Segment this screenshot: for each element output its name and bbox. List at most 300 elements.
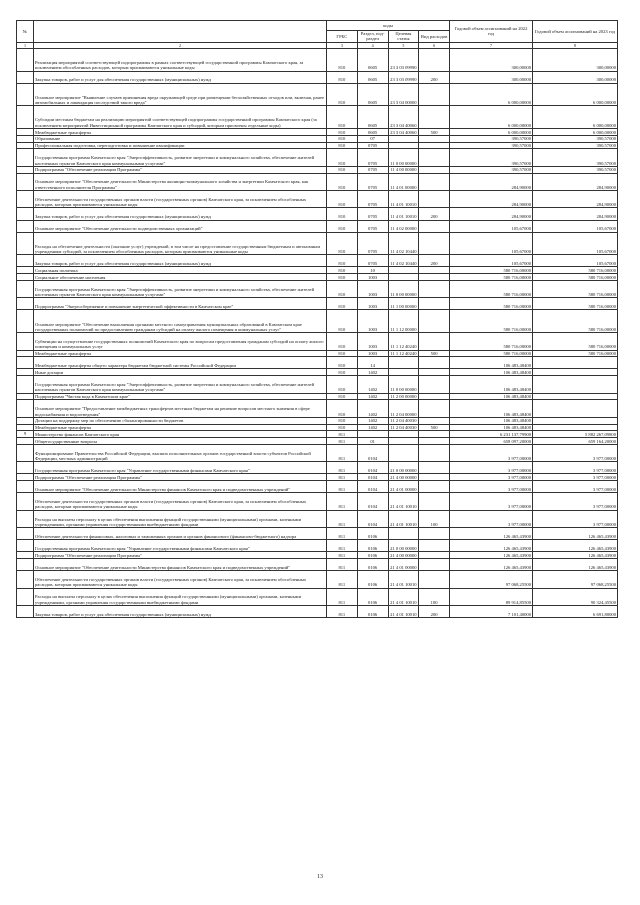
row-name: Подпрограмма "Энергосбережение и повышение энергетической эффективности в Камчатском крае" (34, 298, 327, 310)
row-name: Обеспечение деятельности финансовых, налоговых и таможенных органов и органов финансового (финансово-бюджетного) надзора (34, 528, 327, 540)
table-row (17, 588, 618, 605)
row-name: Расходы на выплаты персоналу в целях обеспечения выполнения функций государственными (муниципальными) органами, казенными учреждениями, органами управления государственными внебюджетными фондами (34, 510, 327, 527)
row-name: Межбюджетные трансферты общего характера бюджетам бюджетной системы Российской Федерации (34, 357, 327, 369)
row-grbs: 810 (327, 417, 358, 424)
row-number (17, 559, 34, 571)
row-number (17, 552, 34, 559)
table-row (17, 571, 618, 588)
row-grbs: 811 (327, 588, 358, 605)
row-name: Государственная программа Камчатского края "Энергоэффективность, развитие энергетики и коммунального хозяйства, обеспечение жителей населенных пунктов Камчатского края коммунальными услугами" (34, 280, 327, 297)
table-row (17, 274, 618, 281)
row-number (17, 540, 34, 552)
row-amount-2022: 106 483,48400 (450, 369, 533, 376)
row-amount-2022: 284,90000 (450, 173, 533, 190)
row-amount-2022: 106 483,48400 (450, 417, 533, 424)
table-row (17, 393, 618, 400)
row-expense-type (419, 166, 450, 173)
row-amount-2022: 105,67000 (450, 255, 533, 267)
row-grbs: 811 (327, 481, 358, 493)
row-amount-2022: 580 716,00000 (450, 350, 533, 357)
row-expense-type: 500 (419, 129, 450, 136)
row-expense-type (419, 106, 450, 129)
row-amount-2022: 3 977,00000 (450, 510, 533, 527)
row-amount-2023 (533, 424, 618, 431)
row-number (17, 393, 34, 400)
row-expense-type (419, 474, 450, 481)
row-name: Подпрограмма "Обеспечение реализации Программы" (34, 166, 327, 173)
row-name: Субвенции на осуществление государственных полномочий Камчатского края по вопросам предоставления гражданам субсидий на оплату жилого помещения и коммунальных услуг (34, 333, 327, 350)
row-number (17, 481, 34, 493)
table-row (17, 220, 618, 232)
row-section: 0106 (357, 559, 388, 571)
row-section: 0705 (357, 142, 388, 149)
row-number (17, 298, 34, 310)
row-grbs: 811 (327, 559, 358, 571)
row-name: Основное мероприятие "Обеспечение деятельности подведомственных организаций" (34, 220, 327, 232)
row-amount-2023: 105,67000 (533, 255, 618, 267)
row-target-item (388, 274, 419, 281)
row-amount-2023: 300,00000 (533, 71, 618, 83)
row-amount-2022: 284,90000 (450, 191, 533, 208)
row-number (17, 142, 34, 149)
row-number (17, 493, 34, 510)
header-name (34, 21, 327, 43)
row-target-item: 11 2 04 00000 (388, 400, 419, 417)
row-section: 0605 (357, 71, 388, 83)
header-2022: Годовой объем ассигнований на 2022 год (450, 21, 533, 43)
row-amount-2023 (533, 417, 618, 424)
budget-table (16, 20, 618, 618)
row-target-item: 21 4 00 00000 (388, 474, 419, 481)
row-amount-2023: 284,90000 (533, 208, 618, 220)
row-section: 1402 (357, 400, 388, 417)
row-target-item: 11 1 00 00000 (388, 298, 419, 310)
row-expense-type (419, 540, 450, 552)
row-number (17, 606, 34, 618)
row-amount-2022: 3 977,00000 (450, 462, 533, 474)
row-expense-type (419, 571, 450, 588)
row-name: Обеспечение деятельности государственных органов власти (государственных органов) Камчатского края, за исключением обособленных расходов, которым присваиваются уникальные коды (34, 191, 327, 208)
row-grbs: 811 (327, 510, 358, 527)
row-number (17, 135, 34, 142)
table-row (17, 438, 618, 445)
row-amount-2022: 106 483,48400 (450, 357, 533, 369)
row-target-item: 23 3 04 00000 (388, 83, 419, 106)
row-target-item: 11 1 12 00000 (388, 310, 419, 333)
header-vr: Вид расходов (419, 31, 450, 43)
row-number (17, 48, 34, 71)
row-grbs: 810 (327, 369, 358, 376)
row-section: 0705 (357, 173, 388, 190)
row-amount-2023: 580 716,00000 (533, 333, 618, 350)
row-expense-type (419, 280, 450, 297)
row-target-item: 21 4 01 10010 (388, 588, 419, 605)
row-amount-2023: 3 977,00000 (533, 493, 618, 510)
row-name: Функционирование Правительства Российской Федерации, высших исполнительных органов государственной власти субъектов Российской Федерации, местных администраций (34, 444, 327, 461)
row-target-item: 11 4 02 10440 (388, 255, 419, 267)
row-target-item: 21 0 00 00000 (388, 540, 419, 552)
table-row (17, 528, 618, 540)
row-number (17, 191, 34, 208)
row-number (17, 510, 34, 527)
row-expense-type: 100 (419, 588, 450, 605)
row-number (17, 528, 34, 540)
row-amount-2022: 658 097,20000 (450, 438, 533, 445)
row-number (17, 588, 34, 605)
row-amount-2023: 126 465,43900 (533, 559, 618, 571)
row-expense-type (419, 559, 450, 571)
row-grbs: 811 (327, 606, 358, 618)
row-target-item: 23 3 03 09990 (388, 48, 419, 71)
row-expense-type (419, 149, 450, 166)
row-name: Основное мероприятие "Обеспечение деятельности Министерства финансов Камчатского края и подведомственных учреждений" (34, 559, 327, 571)
row-section: 0106 (357, 571, 388, 588)
row-number (17, 208, 34, 220)
row-section: 0104 (357, 510, 388, 527)
row-amount-2023: 580 716,00000 (533, 350, 618, 357)
table-row (17, 135, 618, 142)
row-section: 0705 (357, 220, 388, 232)
row-amount-2023: 126 465,43900 (533, 528, 618, 540)
row-expense-type: 200 (419, 208, 450, 220)
row-number (17, 280, 34, 297)
row-expense-type (419, 267, 450, 274)
table-row (17, 280, 618, 297)
row-amount-2023 (533, 357, 618, 369)
row-section: 0605 (357, 83, 388, 106)
row-name: Расходы на выплаты персоналу в целях обеспечения выполнения функций государственными (муниципальными) органами, казенными учреждениями, органами управления государственными внебюджетными фондами (34, 588, 327, 605)
row-target-item: 21 4 01 00000 (388, 481, 419, 493)
row-target-item: 11 4 01 10010 (388, 208, 419, 220)
row-grbs: 810 (327, 48, 358, 71)
row-amount-2023: 390,57000 (533, 166, 618, 173)
row-section: 1003 (357, 274, 388, 281)
row-expense-type (419, 400, 450, 417)
row-expense-type (419, 135, 450, 142)
row-grbs: 810 (327, 142, 358, 149)
row-grbs: 811 (327, 540, 358, 552)
row-number (17, 173, 34, 190)
row-number (17, 369, 34, 376)
header-grbs: ГРБС (327, 31, 358, 43)
table-row (17, 166, 618, 173)
row-section: 0104 (357, 444, 388, 461)
row-name: Основное мероприятие "Обеспечение деятельности Министерства жилищно-коммунального хозяйства и энергетики Камчатского края, как ответственного исполнителя Программы" (34, 173, 327, 190)
row-grbs: 810 (327, 173, 358, 190)
row-amount-2023 (533, 393, 618, 400)
row-grbs: 810 (327, 310, 358, 333)
row-number (17, 438, 34, 445)
row-target-item: 21 4 01 00000 (388, 559, 419, 571)
row-grbs: 810 (327, 191, 358, 208)
row-number (17, 424, 34, 431)
row-target-item: 11 4 01 00000 (388, 173, 419, 190)
row-expense-type (419, 232, 450, 255)
row-number (17, 274, 34, 281)
row-target-item: 21 4 01 10010 (388, 493, 419, 510)
table-row (17, 369, 618, 376)
row-name: Межбюджетные трансферты (34, 350, 327, 357)
row-number (17, 255, 34, 267)
budget-table-sheet (16, 20, 618, 618)
table-row (17, 208, 618, 220)
row-name: Обеспечение деятельности государственных органов власти (государственных органов) Камчатского края, за исключением обособленных расходов, которым присваиваются уникальные коды (34, 493, 327, 510)
row-amount-2022: 390,57000 (450, 166, 533, 173)
table-row (17, 417, 618, 424)
row-amount-2022: 105,67000 (450, 220, 533, 232)
row-expense-type (419, 83, 450, 106)
header-2023: Годовой объем ассигнований на 2023 год (533, 21, 618, 43)
row-grbs: 810 (327, 424, 358, 431)
row-number (17, 400, 34, 417)
row-amount-2023: 5 882 267,09800 (533, 431, 618, 438)
row-name: Образование (34, 135, 327, 142)
row-amount-2023: 580 716,00000 (533, 298, 618, 310)
table-row (17, 149, 618, 166)
row-target-item: 21 0 00 00000 (388, 462, 419, 474)
row-number (17, 232, 34, 255)
row-name: Основное мероприятие "Обеспечение выполнения органами местного самоуправления муниципальных образований в Камчатском крае государственных полномочий по предоставлению гражданам субсидий на оплату жилого помещения и коммунальных услуг" (34, 310, 327, 333)
row-section: 0705 (357, 232, 388, 255)
row-section: 01 (357, 438, 388, 445)
row-grbs: 810 (327, 220, 358, 232)
row-section: 0106 (357, 528, 388, 540)
row-amount-2022: 300,00000 (450, 71, 533, 83)
row-amount-2023: 6 691,80000 (533, 606, 618, 618)
row-amount-2023: 6 000,00000 (533, 129, 618, 136)
row-expense-type (419, 142, 450, 149)
row-grbs: 811 (327, 493, 358, 510)
row-expense-type (419, 310, 450, 333)
row-expense-type: 500 (419, 424, 450, 431)
row-target-item: 11 2 04 40030 (388, 424, 419, 431)
row-target-item (388, 431, 419, 438)
row-section: 0106 (357, 540, 388, 552)
row-amount-2022: 3 977,00000 (450, 493, 533, 510)
table-row (17, 48, 618, 71)
row-amount-2022: 106 483,48400 (450, 393, 533, 400)
row-amount-2023: 126 465,43900 (533, 552, 618, 559)
row-amount-2023: 126 465,43900 (533, 540, 618, 552)
row-amount-2022: 580 716,00000 (450, 280, 533, 297)
row-section: 0106 (357, 588, 388, 605)
table-row (17, 173, 618, 190)
row-grbs: 810 (327, 232, 358, 255)
row-target-item (388, 267, 419, 274)
row-amount-2022: 89 914,85500 (450, 588, 533, 605)
row-section: 14 (357, 357, 388, 369)
row-name: Иные дотации (34, 369, 327, 376)
row-expense-type: 200 (419, 255, 450, 267)
row-grbs: 810 (327, 298, 358, 310)
row-section: 0104 (357, 493, 388, 510)
row-expense-type (419, 552, 450, 559)
row-grbs: 810 (327, 255, 358, 267)
row-section: 0104 (357, 474, 388, 481)
page-number: 13 (317, 874, 323, 880)
row-name: Дотации на поддержку мер по обеспечению сбалансированности бюджетов (34, 417, 327, 424)
table-row (17, 540, 618, 552)
row-target-item: 21 4 01 10010 (388, 606, 419, 618)
row-grbs: 811 (327, 444, 358, 461)
row-name: Государственная программа Камчатского края "Энергоэффективность, развитие энергетики и коммунального хозяйства, обеспечение жителей населенных пунктов Камчатского края коммунальными услугами" (34, 149, 327, 166)
row-grbs: 810 (327, 135, 358, 142)
row-grbs: 811 (327, 474, 358, 481)
row-target-item (388, 444, 419, 461)
row-section: 1003 (357, 280, 388, 297)
row-grbs: 810 (327, 357, 358, 369)
row-grbs: 810 (327, 393, 358, 400)
row-section: 1003 (357, 298, 388, 310)
column-number: 3 (327, 42, 358, 48)
table-row (17, 376, 618, 393)
row-amount-2022: 6 000,00000 (450, 129, 533, 136)
row-amount-2023: 6 000,00000 (533, 83, 618, 106)
row-amount-2022: 126 465,43900 (450, 528, 533, 540)
row-grbs: 810 (327, 376, 358, 393)
table-row (17, 350, 618, 357)
row-grbs: 810 (327, 280, 358, 297)
row-amount-2022: 126 465,43900 (450, 540, 533, 552)
row-target-item: 23 3 03 09990 (388, 71, 419, 83)
table-row (17, 267, 618, 274)
row-name: Социальная политика (34, 267, 327, 274)
table-row (17, 474, 618, 481)
row-name: Общегосударственные вопросы (34, 438, 327, 445)
row-section: 10 (357, 267, 388, 274)
row-target-item: 11 4 01 10010 (388, 191, 419, 208)
column-number: 4 (357, 42, 388, 48)
table-row (17, 462, 618, 474)
table-row (17, 424, 618, 431)
row-amount-2023: 580 716,00000 (533, 280, 618, 297)
row-target-item (388, 357, 419, 369)
row-expense-type (419, 274, 450, 281)
row-amount-2023: 3 977,00000 (533, 510, 618, 527)
row-amount-2022: 97 068,25500 (450, 571, 533, 588)
row-expense-type (419, 493, 450, 510)
row-target-item: 11 4 00 00000 (388, 166, 419, 173)
row-grbs: 810 (327, 149, 358, 166)
row-section: 1402 (357, 393, 388, 400)
column-number: 5 (388, 42, 419, 48)
row-name: Подпрограмма "Обеспечение реализации Программы" (34, 474, 327, 481)
row-section: 0705 (357, 208, 388, 220)
row-amount-2023 (533, 376, 618, 393)
row-section (357, 431, 388, 438)
row-target-item (388, 438, 419, 445)
row-name: Государственная программа Камчатского края "Управление государственными финансами Камчатского края" (34, 462, 327, 474)
row-target-item (388, 528, 419, 540)
row-expense-type (419, 438, 450, 445)
row-name: Основное мероприятие "Обеспечение деятельности Министерства финансов Камчатского края и подведомственных учреждений" (34, 481, 327, 493)
column-number: 2 (34, 42, 327, 48)
row-section: 1003 (357, 333, 388, 350)
table-row (17, 510, 618, 527)
row-amount-2022: 390,57000 (450, 142, 533, 149)
row-section: 0705 (357, 255, 388, 267)
column-number: 7 (450, 42, 533, 48)
row-number (17, 357, 34, 369)
row-target-item (388, 135, 419, 142)
row-expense-type (419, 376, 450, 393)
row-grbs: 810 (327, 83, 358, 106)
row-expense-type (419, 173, 450, 190)
row-amount-2023: 284,90000 (533, 191, 618, 208)
row-target-item: 11 2 04 40030 (388, 417, 419, 424)
row-amount-2023: 97 068,25500 (533, 571, 618, 588)
row-name: Профессиональная подготовка, переподготовка и повышение квалификации (34, 142, 327, 149)
row-amount-2023: 580 716,00000 (533, 267, 618, 274)
row-name: Закупка товаров, работ и услуг для обеспечения государственных (муниципальных) нужд (34, 255, 327, 267)
row-amount-2022: 580 716,00000 (450, 333, 533, 350)
row-section: 1003 (357, 310, 388, 333)
row-grbs: 810 (327, 106, 358, 129)
table-row (17, 431, 618, 438)
row-amount-2022: 580 716,00000 (450, 310, 533, 333)
row-expense-type (419, 481, 450, 493)
row-amount-2023: 300,00000 (533, 48, 618, 71)
row-number (17, 417, 34, 424)
table-row (17, 310, 618, 333)
row-number (17, 310, 34, 333)
row-name: Обеспечение деятельности государственных органов власти (государственных органов) Камчатского края, за исключением обособленных расходов, которым присваиваются уникальные коды (34, 571, 327, 588)
row-expense-type: 500 (419, 350, 450, 357)
row-number (17, 129, 34, 136)
row-amount-2022: 390,57000 (450, 135, 533, 142)
row-amount-2023: 580 716,00000 (533, 274, 618, 281)
table-row (17, 606, 618, 618)
row-section: 0104 (357, 481, 388, 493)
row-section: 1402 (357, 424, 388, 431)
row-amount-2022: 126 465,43900 (450, 552, 533, 559)
row-number (17, 350, 34, 357)
table-row (17, 106, 618, 129)
row-amount-2023: 390,57000 (533, 149, 618, 166)
row-section: 1402 (357, 417, 388, 424)
table-row (17, 298, 618, 310)
row-grbs: 810 (327, 333, 358, 350)
row-target-item: 11 2 00 00000 (388, 393, 419, 400)
row-expense-type (419, 298, 450, 310)
row-expense-type: 200 (419, 606, 450, 618)
row-target-item: 11 4 02 10440 (388, 232, 419, 255)
row-target-item: 11 0 00 00000 (388, 149, 419, 166)
row-number (17, 462, 34, 474)
row-grbs: 811 (327, 438, 358, 445)
row-expense-type (419, 369, 450, 376)
row-name: Основное мероприятие "Выявление случаев причинения вреда окружающей среде при размещении бесхозяйственных отходов или, включая, ранее автомобильных и ликвидация последствий такого вреда" (34, 83, 327, 106)
row-expense-type (419, 333, 450, 350)
row-amount-2023: 659 164,20000 (533, 438, 618, 445)
header-codes: коды (327, 21, 450, 31)
header-rz: Раздел, под-раздел (357, 31, 388, 43)
row-expense-type: 200 (419, 71, 450, 83)
table-row (17, 333, 618, 350)
row-amount-2022: 6 231 137,79900 (450, 431, 533, 438)
row-grbs: 810 (327, 400, 358, 417)
row-name: Реализация мероприятий соответствующей подпрограммы в рамках соответствующей государственной программы Камчатского края, за исключением обособленных расходов, которым присваиваются уникальные коды (34, 48, 327, 71)
row-grbs: 811 (327, 528, 358, 540)
row-expense-type (419, 220, 450, 232)
row-grbs: 810 (327, 129, 358, 136)
row-name: Закупка товаров, работ и услуг для обеспечения государственных (муниципальных) нужд (34, 71, 327, 83)
row-amount-2022: 284,90000 (450, 208, 533, 220)
row-target-item (388, 142, 419, 149)
row-number (17, 149, 34, 166)
row-amount-2022: 300,00000 (450, 48, 533, 71)
table-row (17, 71, 618, 83)
